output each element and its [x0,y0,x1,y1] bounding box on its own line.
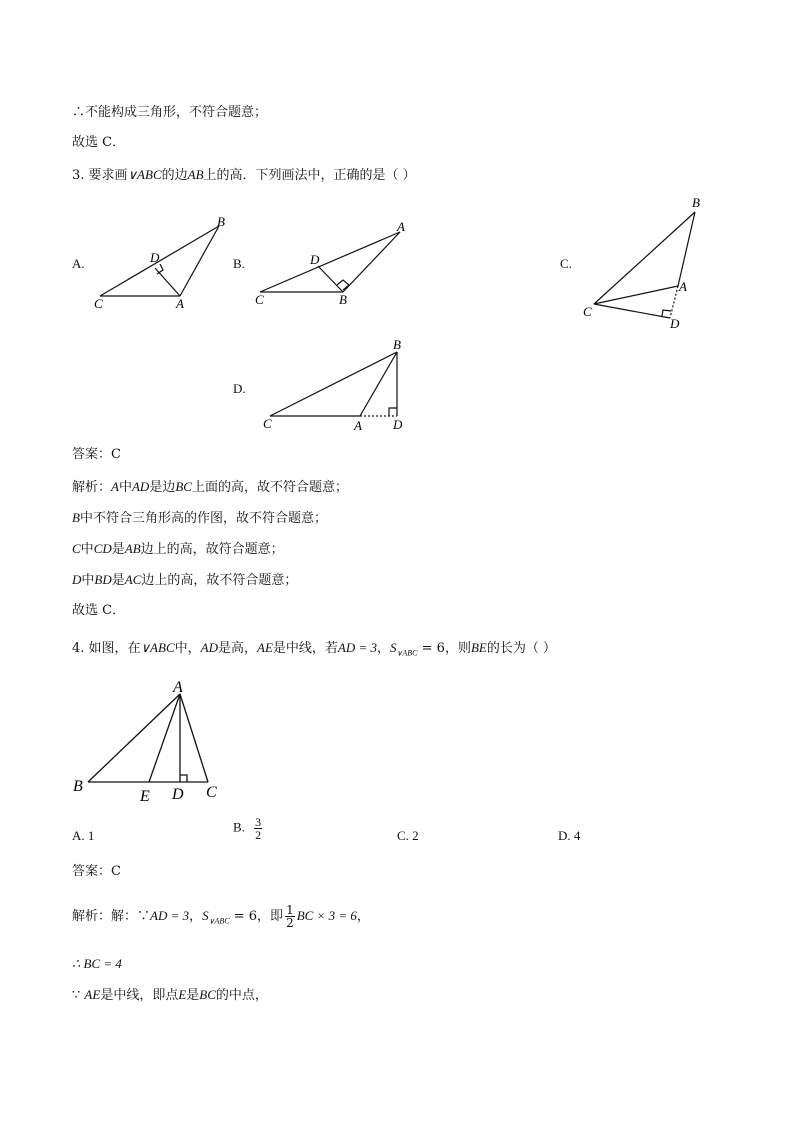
option-a-label: A. [72,256,85,271]
label-a: A [354,418,362,433]
label-d: D [310,252,320,267]
option-d: D. 4 [558,828,581,843]
question-3: 3. 要求画∨ABC的边AB上的高．下列画法中，正确的是（ ） [72,167,416,183]
label-a: A [397,219,405,234]
explanation-line: ∵ AE是中线，即点E是BC的中点， [72,987,268,1003]
label-a: A [176,296,184,311]
label-c: C [263,416,272,431]
explanation-line: B中不符合三角形高的作图，故不符合题意； [72,510,327,526]
explanation-line: D中BD是AC边上的高，故不符合题意； [72,572,298,588]
label-d: D [670,316,680,331]
label-b: B [339,292,347,307]
label-d: D [393,417,403,432]
explanation-line: ∴ BC = 4 [72,956,122,971]
label-a: A [173,679,183,696]
label-b: B [217,214,225,229]
option-d-label: D. [233,381,246,396]
label-b: B [692,195,700,210]
label-e: E [140,788,150,805]
label-d: D [172,786,184,803]
label-b: B [73,778,83,795]
option-b: B. $\frac{3}{2}$ [233,815,262,842]
option-c-label: C. [560,256,572,271]
label-a: A [679,279,687,294]
explanation-line: 解析：解：∵AD = 3，$S_{\vee ABC} = 6$，即 $\frac{1}{2}$ BC × 3 = 6， [72,903,370,930]
explanation-line: 解析：A中AD是边BC上面的高，故不符合题意； [72,479,348,495]
text-line: 故选 C． [72,603,126,618]
text-line: 故选 C． [72,135,126,150]
text-line: ∴不能构成三角形，不符合题意； [72,105,268,120]
label-c: C [94,296,103,311]
label-b: B [393,337,401,352]
label-c: C [255,292,264,307]
label-d: D [150,250,160,265]
answer-3: 答案：C [72,447,121,462]
option-c: C. 2 [397,828,419,843]
label-c: C [583,304,592,319]
option-a: A. 1 [72,828,95,843]
label-c: C [206,784,217,801]
answer-4: 答案：C [72,864,121,879]
option-b-label: B. [233,256,245,271]
explanation-line: C中CD是AB边上的高，故符合题意； [72,541,284,557]
question-4: 4. 如图，在∨ABC中，AD是高，AE是中线，若AD = 3，$S_{\vee ABC} = 6$，则BE的长为（ ） [72,640,556,658]
